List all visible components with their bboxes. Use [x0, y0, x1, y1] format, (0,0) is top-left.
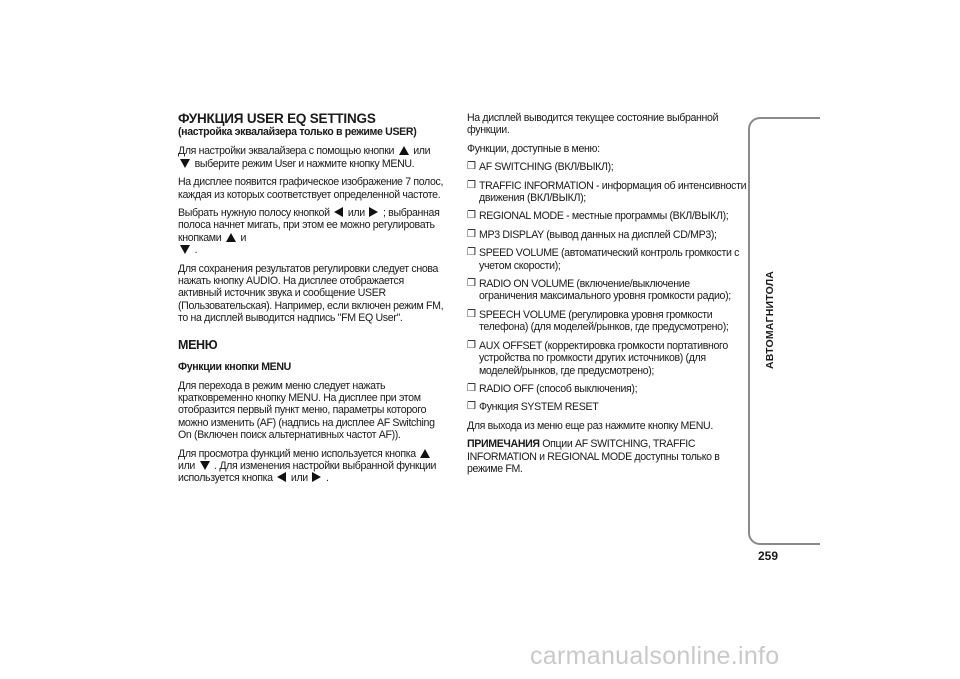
text: Для изменения настройки выбранной функции используется кнопка: [178, 459, 437, 485]
triangle-right-icon: [312, 472, 321, 482]
checkbox-bullet-icon: ❒: [467, 278, 476, 290]
section-subtitle: (настройка эквалайзера только в режиме USER): [178, 126, 417, 138]
paragraph-bands: На дисплее появится графическое изображение 7 полос, каждая из которых соответствует определенной частоте.: [178, 176, 444, 201]
note: [467, 438, 747, 475]
page-number: 259: [758, 549, 779, 563]
watermark: carmanualsonline.info: [530, 642, 780, 670]
triangle-left-icon: [277, 472, 286, 482]
list-item-text: TRAFFIC INFORMATION - информация об интенсивности движения (ВКЛ/ВЫКЛ);: [479, 179, 747, 205]
checkbox-bullet-icon: ❒: [467, 308, 476, 320]
checkbox-bullet-icon: ❒: [467, 228, 476, 240]
text: Для просмотра функций меню используется кнопка: [178, 447, 416, 460]
paragraph-current-state: На дисплей выводится текущее состояние выбранной функции.: [467, 112, 719, 137]
text: Выбрать нужную полосу кнопкой: [178, 207, 330, 220]
text: .: [326, 472, 329, 485]
text: .: [214, 459, 217, 472]
checkbox-bullet-icon: ❒: [467, 339, 476, 351]
checkbox-bullet-icon: ❒: [467, 161, 476, 173]
text: ; выбранная полоса начнет мигать, при этом ее можно регулировать кнопками: [178, 207, 440, 244]
checkbox-bullet-icon: ❒: [467, 210, 476, 222]
section-side-label: [760, 260, 780, 380]
list-item: [467, 309, 747, 334]
list-item-text: AUX OFFSET (корректировка громкости портативного устройства по громкости других источников) (для моделей/рынков, где предусмотрено);: [479, 339, 728, 377]
menu-heading: МЕНЮ: [178, 337, 218, 352]
list-item: [467, 210, 747, 222]
text: или: [178, 459, 195, 472]
list-item-text: REGIONAL MODE - местные программы (ВКЛ/ВЫКЛ);: [479, 210, 729, 223]
list-item-text: SPEECH VOLUME (регулировка уровня громкости телефона) (для моделей/рынков, где предусмотрено);: [479, 308, 729, 334]
checkbox-bullet-icon: ❒: [467, 382, 476, 394]
text: или: [290, 472, 308, 485]
checkbox-bullet-icon: ❒: [467, 401, 476, 413]
list-item-text: RADIO ON VOLUME (включение/выключение ограничения максимального уровня громкости радио);: [479, 278, 731, 303]
menu-functions-heading: Функции кнопки MENU: [178, 361, 291, 374]
section-frame: [748, 117, 820, 545]
list-item-text: Функция SYSTEM RESET: [479, 401, 599, 414]
text: .: [194, 244, 198, 257]
left-column: [178, 112, 450, 491]
paragraph-menu-navigate: [178, 448, 450, 485]
section-side-label-text: АВТОМАГНИТОЛА: [764, 270, 776, 370]
list-item-text: AF SWITCHING (ВКЛ/ВЫКЛ);: [479, 161, 614, 174]
triangle-down-icon: [180, 245, 190, 254]
section-title: ФУНКЦИЯ USER EQ SETTINGS: [178, 111, 376, 126]
paragraph-menu-enter: Для перехода в режим меню следует нажать кратковременно кнопку MENU. На дисплее при этом отобразится первый пункт меню, параметры которого можно изменить (AF) (надпись на дисплее AF Switching On (Включен поиск альтернативных частот AF)).: [178, 379, 435, 442]
list-item-text: MP3 DISPLAY (вывод данных на дисплей CD/MP3);: [479, 228, 717, 241]
note-text: Опции AF SWITCHING, TRAFFIC INFORMATION и REGIONAL MODE доступны только в режиме FM.: [467, 438, 720, 475]
checkbox-bullet-icon: ❒: [467, 179, 476, 191]
right-column: [467, 112, 747, 481]
note-label: ПРИМЕЧАНИЯ: [467, 438, 540, 451]
paragraph-eq-mode: [178, 145, 450, 170]
text: Для настройки эквалайзера с помощью кнопки: [178, 145, 395, 158]
list-item: [467, 247, 747, 272]
triangle-up-icon: [399, 146, 409, 155]
checkbox-bullet-icon: ❒: [467, 247, 476, 259]
triangle-right-icon: [369, 207, 378, 217]
list-item: [467, 180, 747, 205]
list-item-text: SPEED VOLUME (автоматический контроль громкости с учетом скорости);: [479, 247, 740, 272]
text: или: [413, 145, 431, 158]
text: и: [240, 231, 247, 244]
list-item: [467, 161, 747, 173]
list-item: [467, 278, 747, 303]
menu-function-list: [467, 161, 747, 414]
paragraph-select-band: [178, 207, 450, 257]
triangle-left-icon: [334, 207, 343, 217]
triangle-down-icon: [200, 461, 210, 470]
list-item-text: RADIO OFF (способ выключения);: [479, 382, 638, 395]
triangle-up-icon: [420, 449, 430, 458]
list-item: [467, 401, 747, 413]
list-item: [467, 340, 747, 377]
triangle-down-icon: [180, 159, 190, 168]
text: или: [347, 207, 365, 220]
paragraph-save: Для сохранения результатов регулировки следует снова нажать кнопку AUDIO. На дисплее отображается активный источник звука и сообщение USER (Пользовательская). Например, если включен режим FM, то на дисплей выводится надпись "FM EQ User".: [178, 262, 444, 325]
triangle-up-icon: [226, 233, 236, 242]
paragraph-exit-menu: Для выхода из меню еще раз нажмите кнопку MENU.: [467, 419, 713, 432]
text: выберите режим User и нажмите кнопку MENU.: [194, 157, 415, 170]
list-item: [467, 383, 747, 395]
list-item: [467, 229, 747, 241]
paragraph-available-functions: Функции, доступные в меню:: [467, 142, 600, 155]
